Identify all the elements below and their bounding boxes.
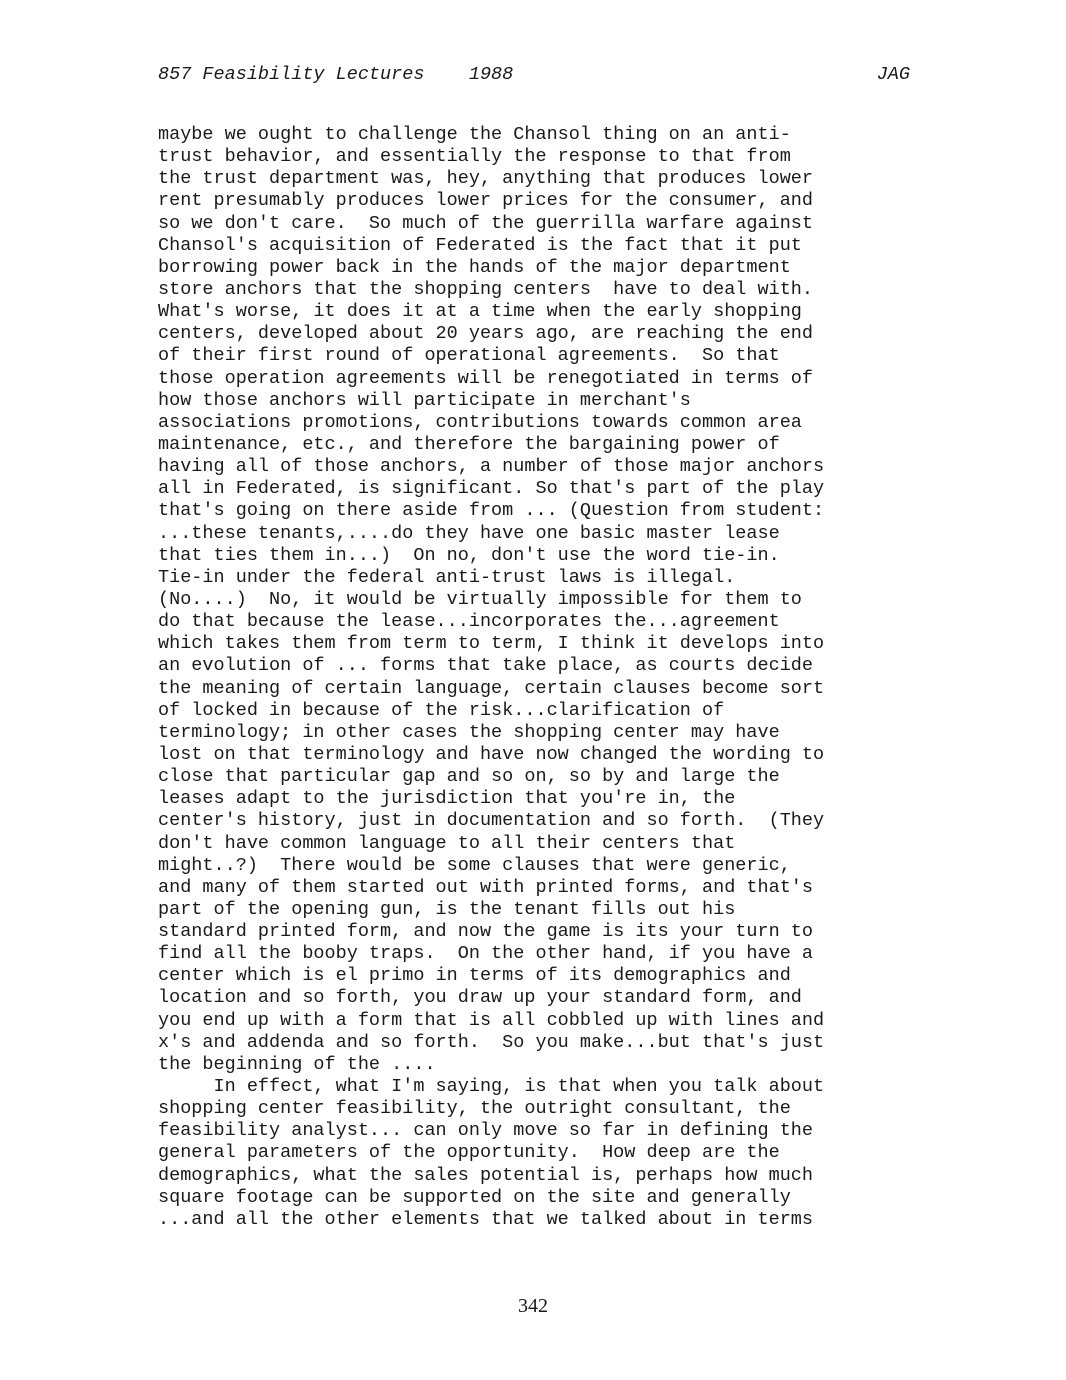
text-line: might..?) There would be some clauses that were generic, [158, 854, 791, 876]
text-line: an evolution of ... forms that take place, as courts decide [158, 655, 814, 677]
text-line: lost on that terminology and have now changed the wording to [158, 743, 825, 765]
text-line: square footage can be supported on the site and generally [158, 1186, 791, 1208]
text-line: which takes them from term to term, I think it develops into [158, 633, 825, 655]
text-line: all in Federated, is significant. So that's part of the play [158, 478, 825, 500]
text-line: terminology; in other cases the shopping center may have [158, 721, 780, 743]
header-initials: JAG [876, 64, 910, 85]
text-line: having all of those anchors, a number of those major anchors [158, 456, 825, 478]
text-line: In effect, what I'm saying, is that when you talk about [158, 1076, 825, 1098]
text-line: of locked in because of the risk...clarification of [158, 699, 725, 721]
text-line: maybe we ought to challenge the Chansol thing on an anti- [158, 124, 791, 145]
text-line: of their first round of operational agreements. So that [158, 345, 780, 367]
text-line: the beginning of the .... [158, 1053, 436, 1075]
text-line: don't have common language to all their centers that [158, 832, 736, 854]
text-line: demographics, what the sales potential is, perhaps how much [158, 1164, 814, 1186]
text-line: centers, developed about 20 years ago, are reaching the end [158, 323, 814, 345]
text-line: store anchors that the shopping centers have to deal with. [158, 278, 814, 300]
text-line: the meaning of certain language, certain clauses become sort [158, 677, 825, 699]
text-line: trust behavior, and essentially the response to that from [158, 146, 791, 168]
text-line: What's worse, it does it at a time when the early shopping [158, 301, 802, 323]
text-line: maintenance, etc., and therefore the bargaining power of [158, 433, 780, 455]
text-line: standard printed form, and now the game is its your turn to [158, 921, 814, 943]
text-line: x's and addenda and so forth. So you make...but that's just [158, 1031, 825, 1053]
text-line: leases adapt to the jurisdiction that you're in, the [158, 788, 736, 810]
page-header [158, 62, 910, 88]
page-number: 342 [518, 1295, 548, 1317]
body-text [158, 124, 918, 1231]
text-line: find all the booby traps. On the other hand, if you have a [158, 943, 814, 965]
text-line: center which is el primo in terms of its demographics and [158, 965, 791, 987]
text-line: ...these tenants,....do they have one basic master lease [158, 522, 780, 544]
text-line: feasibility analyst... can only move so far in defining the [158, 1120, 814, 1142]
text-line: so we don't care. So much of the guerrilla warfare against [158, 212, 814, 234]
text-line: and many of them started out with printed forms, and that's [158, 876, 814, 898]
text-line: those operation agreements will be renegotiated in terms of [158, 367, 814, 389]
text-line: general parameters of the opportunity. How deep are the [158, 1142, 780, 1164]
text-line: close that particular gap and so on, so by and large the [158, 766, 780, 788]
text-line: rent presumably produces lower prices for the consumer, and [158, 190, 814, 212]
text-line: associations promotions, contributions towards common area [158, 411, 802, 433]
text-line: borrowing power back in the hands of the major department [158, 256, 791, 278]
text-line: Chansol's acquisition of Federated is the fact that it put [158, 234, 802, 256]
text-line: ...and all the other elements that we talked about in terms [158, 1208, 814, 1230]
text-line: the trust department was, hey, anything that produces lower [158, 168, 814, 190]
text-line: that ties them in...) On no, don't use the word tie-in. [158, 544, 780, 566]
text-line: do that because the lease...incorporates the...agreement [158, 611, 780, 633]
text-line: center's history, just in documentation and so forth. (They [158, 810, 825, 832]
text-line: you end up with a form that is all cobbled up with lines and [158, 1009, 825, 1031]
text-line: location and so forth, you draw up your standard form, and [158, 987, 802, 1009]
text-line: Tie-in under the federal anti-trust laws is illegal. [158, 566, 736, 588]
header-title: 857 Feasibility Lectures 1988 [158, 64, 514, 85]
text-line: how those anchors will participate in merchant's [158, 389, 691, 411]
text-line: (No....) No, it would be virtually impossible for them to [158, 588, 802, 610]
text-line: that's going on there aside from ... (Question from student: [158, 500, 825, 522]
text-line: part of the opening gun, is the tenant fills out his [158, 898, 736, 920]
text-line: shopping center feasibility, the outright consultant, the [158, 1098, 791, 1120]
